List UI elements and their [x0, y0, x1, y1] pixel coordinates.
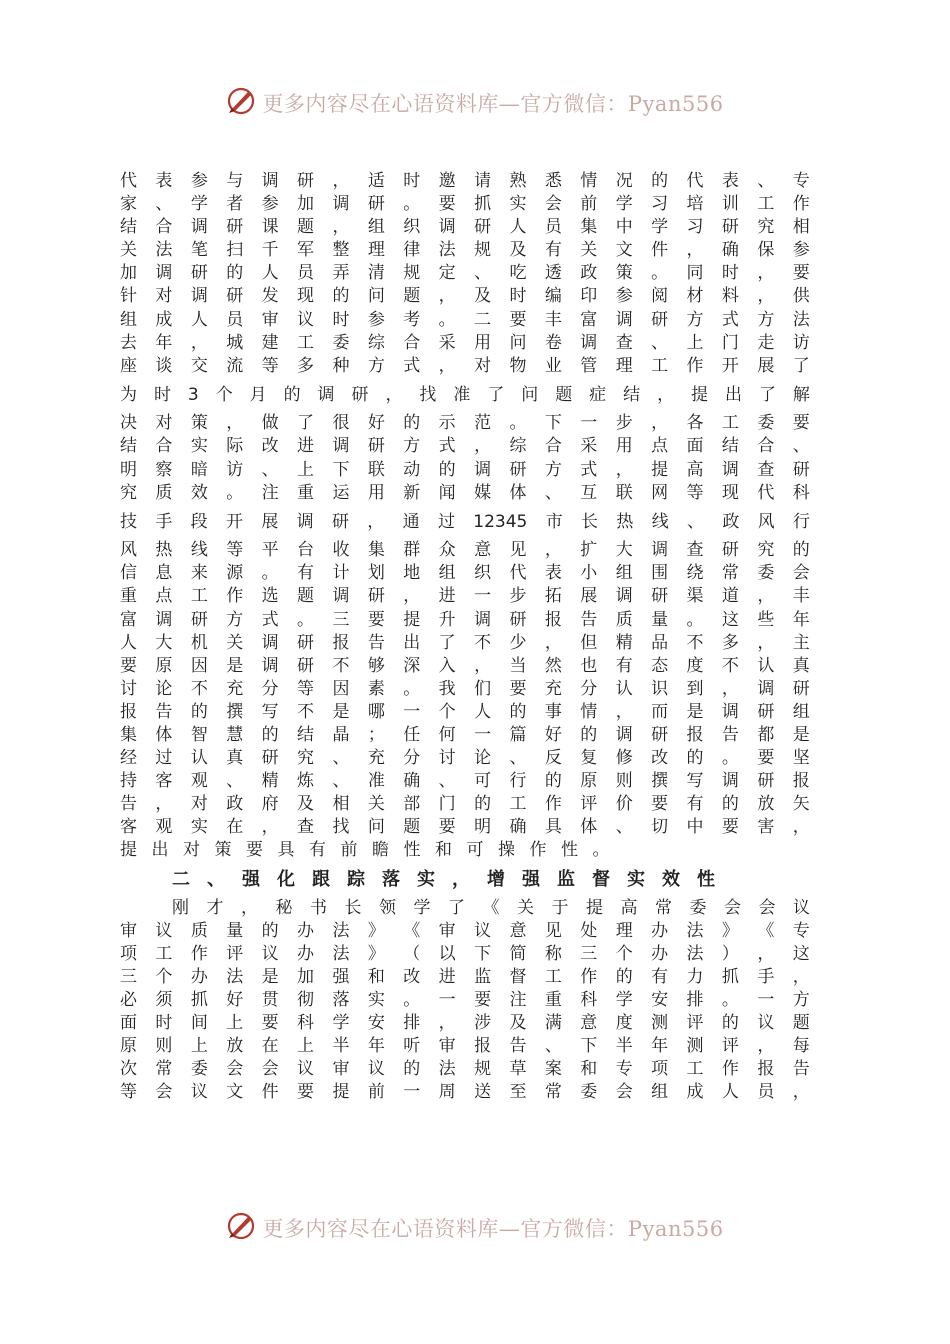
- text-line: 经 过 认 真 研 究 、 充 分 讨 论 、 反 复 修 改 的 。 要 坚: [120, 748, 810, 769]
- text-line: 报 告 的 撰 写 不 是 哪 一 个 人 的 事 情 ， 而 是 调 研 组: [120, 701, 810, 722]
- text-line: 客 观 实 在 ， 查 找 问 题 要 明 确 具 体 、 切 中 要 害 ，: [120, 817, 810, 838]
- document-body: [120, 170, 810, 1104]
- text-line: 项 工 作 评 议 办 法 》 （ 以 下 简 称 三 个 办 法 ） ， 这: [120, 943, 810, 964]
- text-line: 原 则 上 放 在 上 半 年 听 审 报 告 、 下 半 年 测 评 ， 每: [120, 1036, 810, 1057]
- text-line: 信 息 来 源 。 有 计 划 地 组 织 代 表 小 组 围 绕 常 委 会: [120, 563, 810, 584]
- text-line: 针 对 调 研 发 现 的 问 题 ， 及 时 编 印 参 阅 材 料 ， 供: [120, 286, 810, 307]
- footer-watermark: [0, 1213, 950, 1243]
- text-line: 结 合 实 际 改 进 调 研 方 式 ， 综 合 采 用 点 面 结 合 、: [120, 436, 810, 457]
- text-line: 风 热 线 等 平 台 收 集 群 众 意 见 ， 扩 大 调 查 研 究 的: [120, 540, 810, 561]
- watermark-text: 更多内容尽在心语资料库—官方微信：Pyan556: [262, 1217, 724, 1241]
- text-line: 等 会 议 文 件 要 提 前 一 周 送 至 常 委 会 组 成 人 员 ，: [120, 1082, 810, 1103]
- text-line: 讨 论 不 充 分 等 因 素 。 我 们 要 充 分 认 识 到 ， 调 研: [120, 678, 810, 699]
- text-line: 持 客 观 、 精 炼 、 准 确 、 可 行 的 原 则 撰 写 调 研 报: [120, 771, 810, 792]
- text-line: 去 年 ， 城 建 工 委 综 合 采 用 问 卷 调 查 、 上 门 走 访: [120, 332, 810, 353]
- text-line: 刚 才 ， 秘 书 长 领 学 了 《 关 于 提 高 常 委 会 会 议: [172, 897, 810, 918]
- text-line: 座 谈 交 流 等 多 种 方 式 ， 对 物 业 管 理 工 作 开 展 了: [120, 355, 810, 376]
- text-line: 三 个 办 法 是 加 强 和 改 进 监 督 工 作 的 有 力 抓 手 ，: [120, 966, 810, 987]
- text-line: 重 点 工 作 选 题 调 研 ， 进 一 步 拓 展 调 研 渠 道 ， 丰: [120, 586, 810, 607]
- text-line: 决 对 策 ， 做 了 很 好 的 示 范 。 下 一 步 ， 各 工 委 要: [120, 413, 810, 434]
- text-line: 代 表 参 与 调 研 ， 适 时 邀 请 熟 悉 情 况 的 代 表 、 专: [120, 171, 810, 191]
- text-line: 富 调 研 方 式 。 三 要 提 升 调 研 报 告 质 量 。 这 些 年: [120, 609, 810, 630]
- text-line: 技 手 段 开 展 调 研 ， 通 过 12345 市 长 热 线 、 政 风 行: [120, 511, 810, 532]
- text-line: 次 常 委 会 会 议 审 议 的 法 规 草 案 和 专 项 工 作 报 告: [120, 1059, 810, 1080]
- text-line: 告 ， 对 政 府 及 相 关 部 门 的 工 作 评 价 要 有 的 放 矢: [120, 794, 810, 815]
- text-line: 家 、 学 者 参 加 调 研 。 要 抓 实 会 前 学 习 培 训 工 作: [120, 194, 810, 215]
- text-line: 结 合 调 研 课 题 ， 组 织 调 研 人 员 集 中 学 习 研 究 相: [120, 217, 810, 238]
- text-line: 关 法 笔 扫 千 军 整 理 律 法 规 及 有 关 文 件 ， 确 保 参: [120, 240, 810, 261]
- text-line: 必 须 抓 好 贯 彻 落 实 。 一 要 注 重 科 学 安 排 。 一 方: [120, 989, 810, 1010]
- header-watermark: [0, 88, 950, 118]
- pen-logo-icon: [226, 86, 256, 116]
- text-line: 审 议 质 量 的 办 法 》 《 审 议 意 见 处 理 办 法 》 《 专: [120, 920, 810, 941]
- text-line: 究 质 效 。 注 重 运 用 新 闻 媒 体 、 互 联 网 等 现 代 科: [120, 482, 810, 503]
- text-line: 明 察 暗 访 、 上 下 联 动 的 调 研 方 式 ， 提 高 调 查 研: [120, 459, 810, 480]
- text-line: 组 成 人 员 审 议 时 参 考 。 二 要 丰 富 调 研 方 式 方 法: [120, 309, 810, 330]
- text-line: 提 出 对 策 要 具 有 前 瞻 性 和 可 操 作 性 。: [120, 840, 610, 861]
- text-line: 集 体 智 慧 的 结 晶 ； 任 何 一 篇 好 的 调 研 报 告 都 是: [120, 724, 810, 745]
- text-line: 要 原 因 是 调 研 不 够 深 入 ， 当 然 也 有 态 度 不 认 真: [120, 655, 810, 676]
- text-line: 加 调 研 的 人 员 弄 清 规 定 、 吃 透 政 策 。 同 时 ， 要: [120, 263, 810, 284]
- pen-logo-icon: [226, 1211, 256, 1241]
- section-heading: 二 、 强 化 跟 踪 落 实 ， 增 强 监 督 实 效 性: [172, 868, 715, 890]
- text-line: 面 时 间 上 要 科 学 安 排 ， 涉 及 满 意 度 测 评 的 议 题: [120, 1013, 810, 1033]
- watermark-text: 更多内容尽在心语资料库—官方微信：Pyan556: [262, 92, 724, 116]
- text-line: 为 时 3 个 月 的 调 研 ， 找 准 了 问 题 症 结 ， 提 出 了 解: [120, 384, 810, 405]
- text-line: 人 大 机 关 调 研 报 告 出 了 不 少 ， 但 精 品 不 多 ， 主: [120, 632, 810, 653]
